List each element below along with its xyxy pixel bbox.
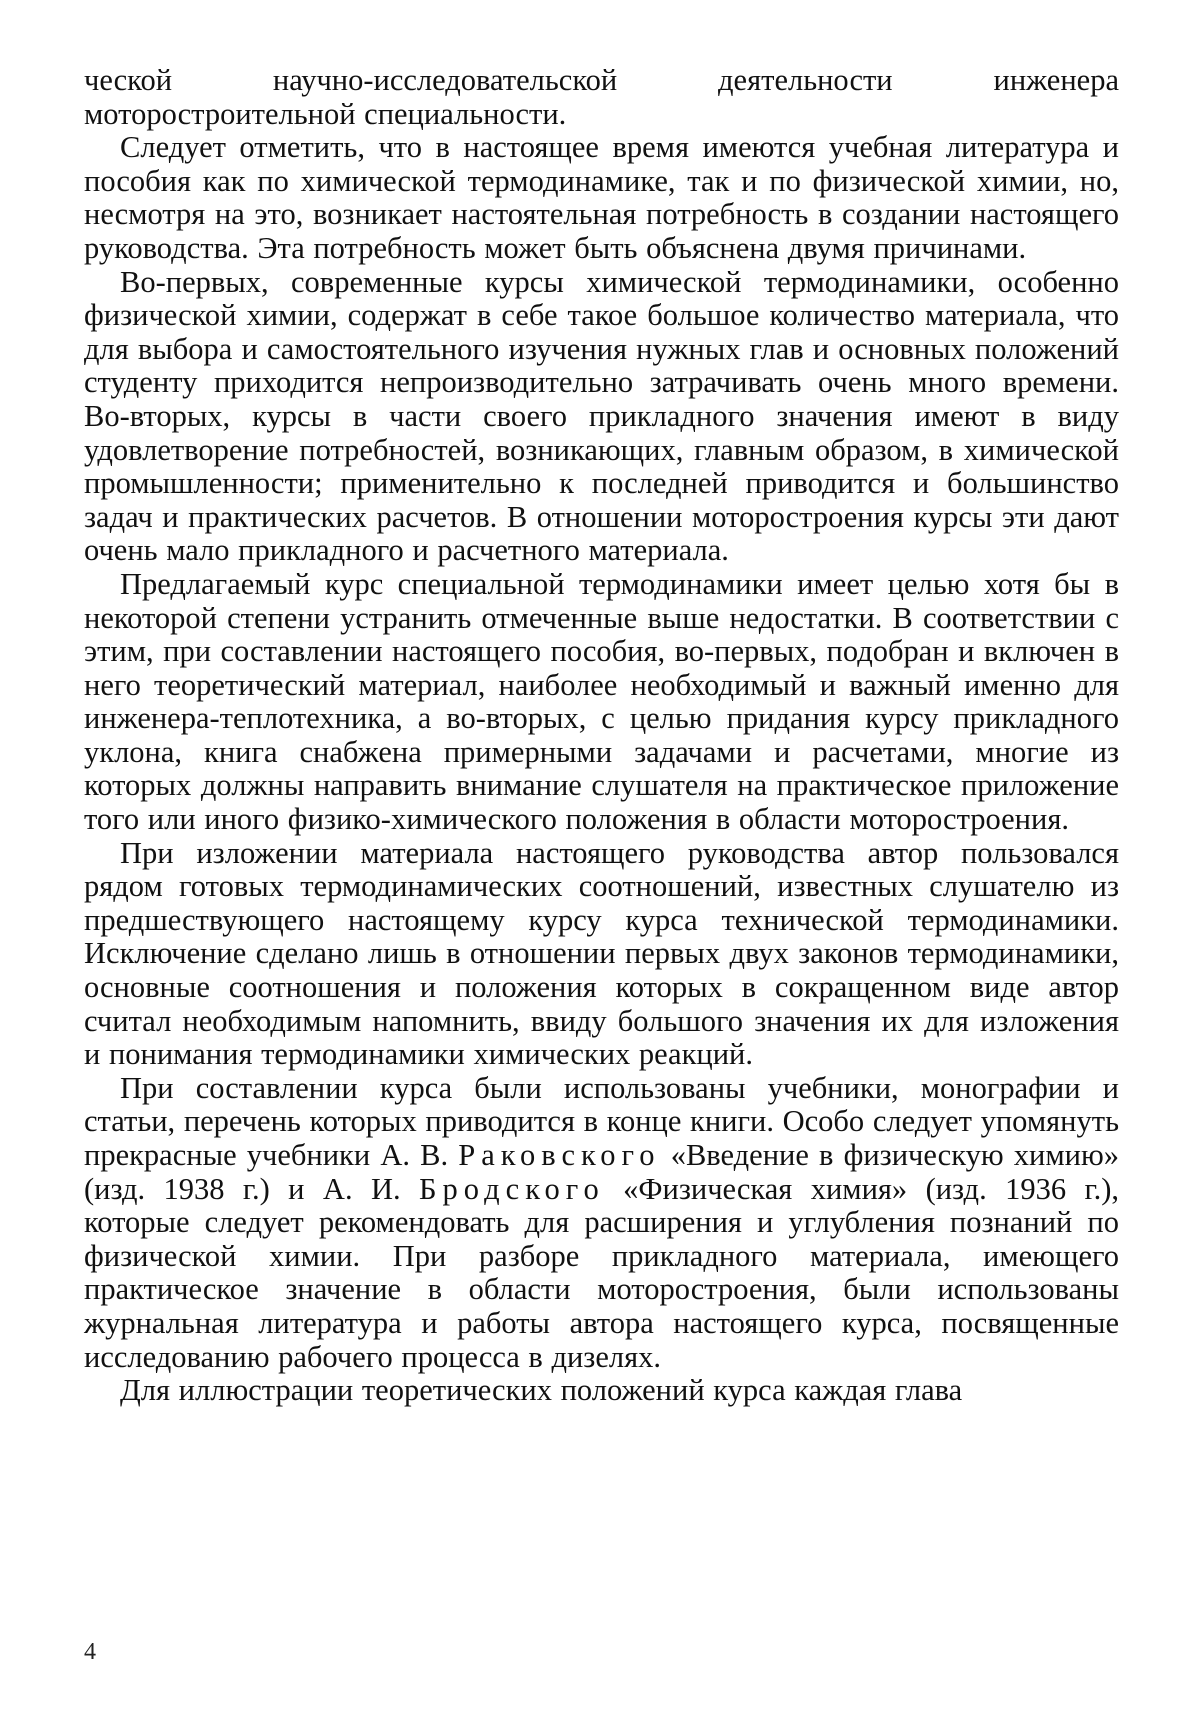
sources-text-middle: «Введение в физическую химию» (изд. 1938 г.) и А. И. [84, 1138, 1119, 1206]
body-text [84, 64, 1119, 1408]
author-name-brodsky: Бродского [419, 1171, 605, 1206]
sources-text-start: При составлении курса были использованы учебники, монографии и статьи, перечень которых приводится в конце книги. Особо следует упомянуть прекрасные учебники А. В. [84, 1070, 1119, 1172]
paragraph-reasons: Во-первых, современные курсы химической термодинамики, особенно физической химии, содержат в себе такое большое количество материала, что для выбора и самостоятельного изучения нужных глав и основных положений студенту приходится непроизводительно затрачивать очень много времени. Во-вторых, курсы в части своего прикладного значения имеют в виду удовлетворение потребностей, возникающих, главным образом, в химической промышленности; применительно к последней приводится и большинство задач и практических расчетов. В отношении моторостроения курсы эти дают очень мало прикладного и расчетного материала. [84, 264, 1119, 568]
paragraph-necessity: Следует отметить, что в настоящее время имеются учебная литература и пособия как по химической термодинамике, так и по физической химии, но, несмотря на это, возникает настоятельная потребность в создании настоящего руководства. Эта потребность может быть объяснена двумя причинами. [84, 130, 1119, 265]
page-number: 4 [84, 1639, 96, 1665]
author-name-rakovsky: Раковского [458, 1138, 661, 1172]
paragraph-illustration: Для иллюстрации теоретических положений курса каждая глава [120, 1373, 963, 1408]
paragraph-sources [84, 1072, 1119, 1374]
paragraph-presentation: При изложении материала настоящего руководства автор пользовался рядом готовых термодинамических соотношений, известных слушателю из предшествующего настоящему курсу курса технической термодинамики. Исключение сделано лишь в отношении первых двух законов термодинамики, основные соотношения и положения которых в сокращенном виде автор считал необходимым напомнить, ввиду большого значения их для изложения и понимания термодинамики химических реакций. [84, 835, 1119, 1072]
paragraph-continuation: ческой научно-исследовательской деятельности инженера моторостроительной специальности. [84, 63, 1119, 131]
paragraph-course-goal: Предлагаемый курс специальной термодинамики имеет целью хотя бы в некоторой степени устранить отмеченные выше недостатки. В соответствии с этим, при составлении настоящего пособия, во-первых, подобран и включен в него теоретический материал, наиболее необходимый и важный именно для инженера-теплотехника, а во-вторых, с целью придания курсу прикладного уклона, книга снабжена примерными задачами и расчетами, многие из которых должны направить внимание слушателя на практическое приложение того или иного физико-химического положения в области моторостроения. [84, 566, 1119, 837]
sources-text-end: «Физическая химия» (изд. 1936 г.), которые следует рекомендовать для расширения и углубления познаний по физической химии. При разборе прикладного материала, имеющего практическое значение в области моторостроения, были использованы журнальная литература и работы автора настоящего курса, посвященные исследованию рабочего процесса в дизелях. [84, 1171, 1119, 1374]
